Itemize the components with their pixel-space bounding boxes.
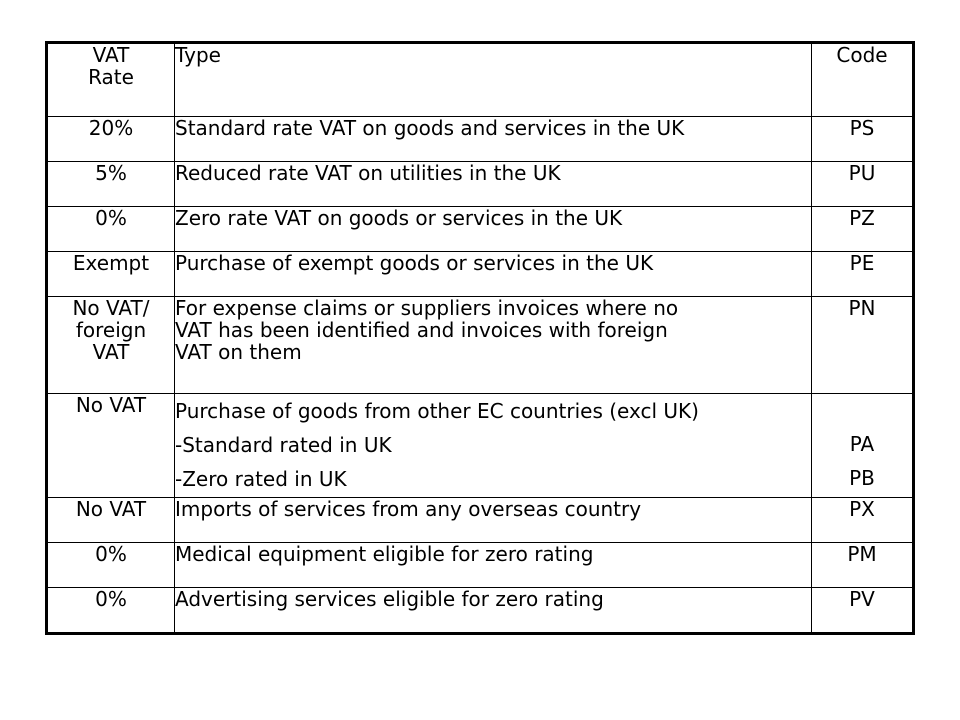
table-row <box>47 162 914 207</box>
code-line: PB <box>849 466 875 490</box>
rate-cell: 0% <box>47 588 175 634</box>
type-cell: Purchase of exempt goods or services in the UK <box>175 252 812 297</box>
rate-cell: 5% <box>47 162 175 207</box>
table-row <box>47 297 914 394</box>
rate-cell <box>47 297 175 394</box>
header-vat-rate <box>47 43 175 117</box>
type-cell: Reduced rate VAT on utilities in the UK <box>175 162 812 207</box>
table-row <box>47 207 914 252</box>
table-row <box>47 543 914 588</box>
type-line: VAT has been identified and invoices with foreign <box>175 318 668 342</box>
code-line: PA <box>849 432 875 456</box>
code-cell: PM <box>812 543 914 588</box>
type-cell: Zero rate VAT on goods or services in the UK <box>175 207 812 252</box>
table-row <box>47 498 914 543</box>
vat-codes-table <box>45 41 915 635</box>
code-cell: PS <box>812 117 914 162</box>
type-cell: Standard rate VAT on goods and services in the UK <box>175 117 812 162</box>
rate-line: No VAT/ <box>72 296 150 320</box>
code-cell: PU <box>812 162 914 207</box>
code-cell: PN <box>812 297 914 394</box>
rate-line: foreign <box>75 318 147 342</box>
type-line: For expense claims or suppliers invoices where no <box>175 296 679 320</box>
rate-cell: 0% <box>47 543 175 588</box>
code-cell: PX <box>812 498 914 543</box>
rate-cell: No VAT <box>47 394 175 498</box>
code-cell: PZ <box>812 207 914 252</box>
table-header-row <box>47 43 914 117</box>
table-row <box>47 394 914 498</box>
code-cell: PE <box>812 252 914 297</box>
table-row <box>47 588 914 634</box>
code-cell: PV <box>812 588 914 634</box>
type-cell <box>175 297 812 394</box>
rate-cell: No VAT <box>47 498 175 543</box>
header-code: Code <box>812 43 914 117</box>
header-vat-rate-line2: Rate <box>88 65 134 89</box>
rate-line: VAT <box>92 340 130 364</box>
header-vat-rate-line1: VAT <box>92 43 130 67</box>
type-line: -Standard rated in UK <box>175 433 392 457</box>
type-cell: Imports of services from any overseas country <box>175 498 812 543</box>
type-cell: Advertising services eligible for zero rating <box>175 588 812 634</box>
type-line: VAT on them <box>175 340 302 364</box>
header-type: Type <box>175 43 812 117</box>
table-row <box>47 252 914 297</box>
table-row <box>47 117 914 162</box>
rate-cell: Exempt <box>47 252 175 297</box>
type-cell: Medical equipment eligible for zero rating <box>175 543 812 588</box>
type-line: Purchase of goods from other EC countries (excl UK) <box>175 399 699 423</box>
rate-cell: 20% <box>47 117 175 162</box>
code-cell <box>812 394 914 498</box>
type-cell <box>175 394 812 498</box>
rate-cell: 0% <box>47 207 175 252</box>
type-line: -Zero rated in UK <box>175 467 347 491</box>
